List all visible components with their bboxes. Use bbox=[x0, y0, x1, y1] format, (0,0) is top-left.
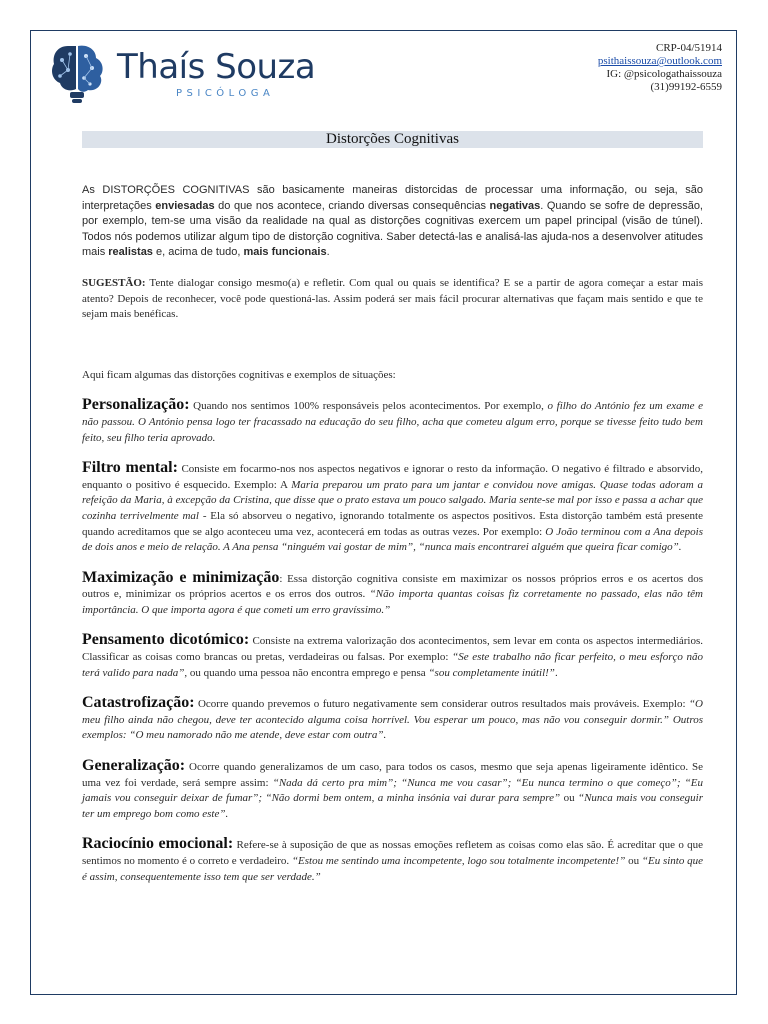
suggestion-paragraph: SUGESTÃO: Tente dialogar consigo mesmo(a) e refletir. Com qual ou quais se identifica? E se a partir de agora começar a estar mais atento? Depois de reconhecer, você pode questioná-las. Assim poderá ser mais fácil procurar alternativas que façam mais sentido e que te sejam mais benéficas. bbox=[82, 276, 703, 321]
distortion-item: Catastrofização: Ocorre quando prevemos o futuro negativamente sem considerar outros resultados mais prováveis. Exemplo: “O meu filho ainda não chegou, deve ter acontecido alguma coisa horrível. Vou esperar um pouco, mas não vou conseguir dormir.” Outros exemplos: “O meu namorado não me atende, deve estar com outra”. bbox=[82, 694, 703, 742]
distortion-item: Personalização: Quando nos sentimos 100% responsáveis pelos acontecimentos. Por exemplo, o filho do António fez um exame e não passou. O António pensa logo ter fracassado na educação do seu filho, acha que cometeu algum erro, porque se tivesse feito tudo bem feito, seu filho teria aprovado. bbox=[82, 396, 704, 444]
distortion-term: Maximização e minimização bbox=[82, 568, 280, 586]
distortion-term: Personalização: bbox=[82, 396, 190, 414]
brand-subtitle: PSICÓLOGA bbox=[176, 88, 275, 99]
page-title: Distorções Cognitivas bbox=[82, 131, 703, 148]
distortion-item: Raciocínio emocional: Refere-se à suposição de que as nossas emoções refletem as coisas como elas são. É acreditar que o que sentimos no momento é o correto e verdadeiro. “Estou me sentindo uma incompetente, logo sou totalmente incompetente!” ou “Eu sinto que é assim, consequentemente isso tem que ser verdade.” bbox=[82, 835, 704, 883]
email-link[interactable]: psithaissouza@outlook.com bbox=[597, 55, 722, 67]
distortion-term: Catastrofização: bbox=[82, 694, 195, 712]
distortion-term: Pensamento dicotómico: bbox=[82, 631, 250, 649]
distortion-item: Filtro mental: Consiste em focarmo-nos nos aspectos negativos e ignorar o resto da informação. O negativo é filtrado e absorvido, enquanto o positivo é esquecido. Exemplo: A Maria preparou um prato para um jantar e convidou nove amigas. Quase todas adoram a refeição da Maria, à excepção da Cristina, que disse que o prato estava um pouco salgado. Maria sente-se mal por isso e passa a achar que cozinha terrivelmente mal - Ela só absorveu o negativo, ignorando totalmente os aspectos positivos. Esta distorção também está presente quando acreditamos que se algo aconteceu uma vez, acontecerá em todas as outras vezes. Por exemplo: O João terminou com a Ana depois de dois anos e meio de relação. A Ana pensa “ninguém vai gostar de mim”, “nunca mais encontrarei alguém que queira ficar comigo”. bbox=[82, 459, 704, 554]
brand-name: Thaís Souza bbox=[117, 47, 316, 87]
distortion-term: Raciocínio emocional: bbox=[82, 835, 234, 853]
document-body bbox=[82, 183, 703, 899]
distortion-term: Filtro mental: bbox=[82, 459, 178, 477]
instagram-handle: IG: @psicologathaissouza bbox=[606, 68, 722, 80]
intro-paragraph: As DISTORÇÕES COGNITIVAS são basicamente maneiras distorcidas de processar uma informação, ou seja, são interpretações enviesadas do que nos acontece, criando diversas consequências negativas. Quando se sofre de depressão, por exemplo, tem-se uma visão da realidade na qual as distorções cognitivas exercem um papel principal (visão de túnel). Todos nós podemos utilizar algum tipo de distorção cognitiva. Saber detectá-las e analisá-las ajuda-nos a desenvolver atitudes mais realistas e, acima de tudo, mais funcionais. bbox=[82, 184, 703, 259]
suggestion-label: SUGESTÃO: bbox=[82, 276, 146, 289]
list-intro: Aqui ficam algumas das distorções cognitivas e exemplos de situações: bbox=[82, 368, 396, 381]
distortion-item: Pensamento dicotómico: Consiste na extrema valorização dos acontecimentos, sem levar em conta os aspectos intermediários. Classificar as coisas como brancas ou pretas, verdadeiras ou falsas. Por exemplo: “Se este trabalho não ficar perfeito, o meu esforço não terá valido para nada”, ou quando uma pessoa não encontra emprego e pensa “sou completamente inútil!”. bbox=[82, 631, 703, 679]
distortion-item: Generalização: Ocorre quando generalizamos de um caso, para todos os casos, mesmo que seja apenas ligeiramente idêntico. Se uma vez foi verdade, será sempre assim: “Nada dá certo pra mim”; “Nunca me vou casar”; “Eu nunca termino o que começo”; “Eu jamais vou conseguir deixar de fumar”; “Não dormi bem ontem, a minha insónia vai durar para sempre” ou “Nunca mais vou conseguir ter um emprego bom como este”. bbox=[82, 757, 704, 820]
crp-number: CRP-04/51914 bbox=[655, 42, 722, 54]
contact-block bbox=[598, 42, 722, 94]
distortion-term: Generalização: bbox=[82, 757, 186, 775]
distortion-item: Maximização e minimização: Essa distorção cognitiva consiste em maximizar os nossos próprios erros e os acertos dos outros e, minimizar os próprios acertos e os erros dos outros. “Não importa quantas coisas fiz corretamente no passado, elas não têm importância. O que importa agora é que cometi um erro gravíssimo.” bbox=[82, 568, 703, 616]
phone-number: (31)99192-6559 bbox=[650, 81, 722, 93]
